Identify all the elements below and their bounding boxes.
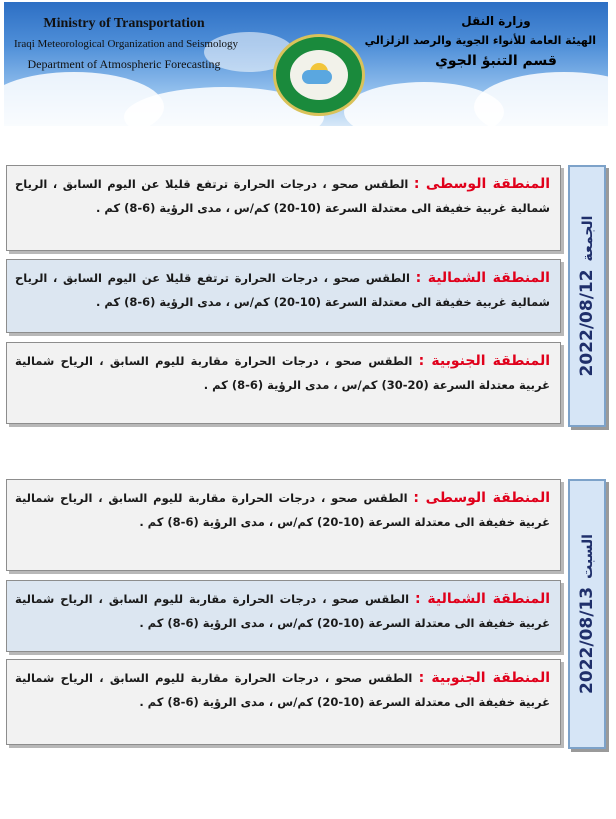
organization-name-ar: الهيئة العامة للأنواء الجوية والرصد الزلزالي <box>364 34 596 47</box>
department-name-en: Department of Atmospheric Forecasting <box>27 57 221 71</box>
region-forecast-text: الطقس صحو ، درجات الحرارة مقاربة لليوم السابق ، الرياح شمالية غربية معتدلة السرعة (20-30) كم/س ، مدى الرؤية (6-8) كم . <box>15 354 550 392</box>
region-row-southern <box>6 659 561 745</box>
region-name: المنطقة الشمالية : <box>415 591 550 607</box>
ministry-name-ar: وزارة النقل <box>461 14 531 28</box>
region-row-central <box>6 479 561 571</box>
region-forecast-text: الطقس صحو ، درجات الحرارة مقاربة لليوم السابق ، الرياح شمالية غربية خفيفة الى معتدلة السرعة (10-20) كم/س ، مدى الرؤية (6-8) كم . <box>15 671 550 709</box>
ministry-name-en: Ministry of Transportation <box>43 16 205 31</box>
department-name-ar: قسم التنبؤ الجوي <box>435 53 557 69</box>
region-forecast-text: الطقس صحو ، درجات الحرارة ترتفع قليلا عن اليوم السابق ، الرياح شمالية غربية خفيفة الى معتدلة السرعة (10-20) كم/س ، مدى الرؤية (6-8) كم . <box>15 177 550 215</box>
region-forecast-text: الطقس صحو ، درجات الحرارة مقاربة لليوم السابق ، الرياح شمالية غربية خفيفة الى معتدلة السرعة (10-20) كم/س ، مدى الرؤية (6-8) كم . <box>15 491 550 529</box>
forecast-day-name: الجمعة <box>580 215 596 262</box>
region-name: المنطقة الشمالية : <box>415 270 550 286</box>
forecast-day-name: السبت <box>580 534 596 579</box>
region-row-central <box>6 165 561 251</box>
date-strip <box>568 165 606 427</box>
organization-name-en: Iraqi Meteorological Organization and Seismology <box>14 38 239 50</box>
forecast-date: 2022/08/13 <box>577 586 597 694</box>
region-name: المنطقة الجنوبية : <box>418 353 550 369</box>
region-row-southern <box>6 342 561 424</box>
region-row-northern <box>6 580 561 652</box>
region-forecast-text: الطقس صحو ، درجات الحرارة ترتفع قليلا عن اليوم السابق ، الرياح شمالية غربية خفيفة الى معتدلة السرعة (10-20) كم/س ، مدى الرؤية (6-8) كم . <box>15 271 550 309</box>
region-name: المنطقة الوسطى : <box>413 490 550 506</box>
forecast-date: 2022/08/12 <box>577 269 597 377</box>
page-header <box>4 2 608 126</box>
region-forecast-text: الطقس صحو ، درجات الحرارة مقاربة لليوم السابق ، الرياح شمالية غربية خفيفة الى معتدلة السرعة (10-20) كم/س ، مدى الرؤية (6-8) كم . <box>15 592 550 630</box>
region-name: المنطقة الجنوبية : <box>418 670 550 686</box>
organization-logo-icon <box>273 34 365 116</box>
header-arabic-block <box>364 14 596 69</box>
header-english-block <box>14 16 239 72</box>
region-row-northern <box>6 259 561 333</box>
region-name: المنطقة الوسطى : <box>413 176 550 192</box>
date-strip <box>568 479 606 749</box>
cloud-decoration <box>474 72 608 126</box>
